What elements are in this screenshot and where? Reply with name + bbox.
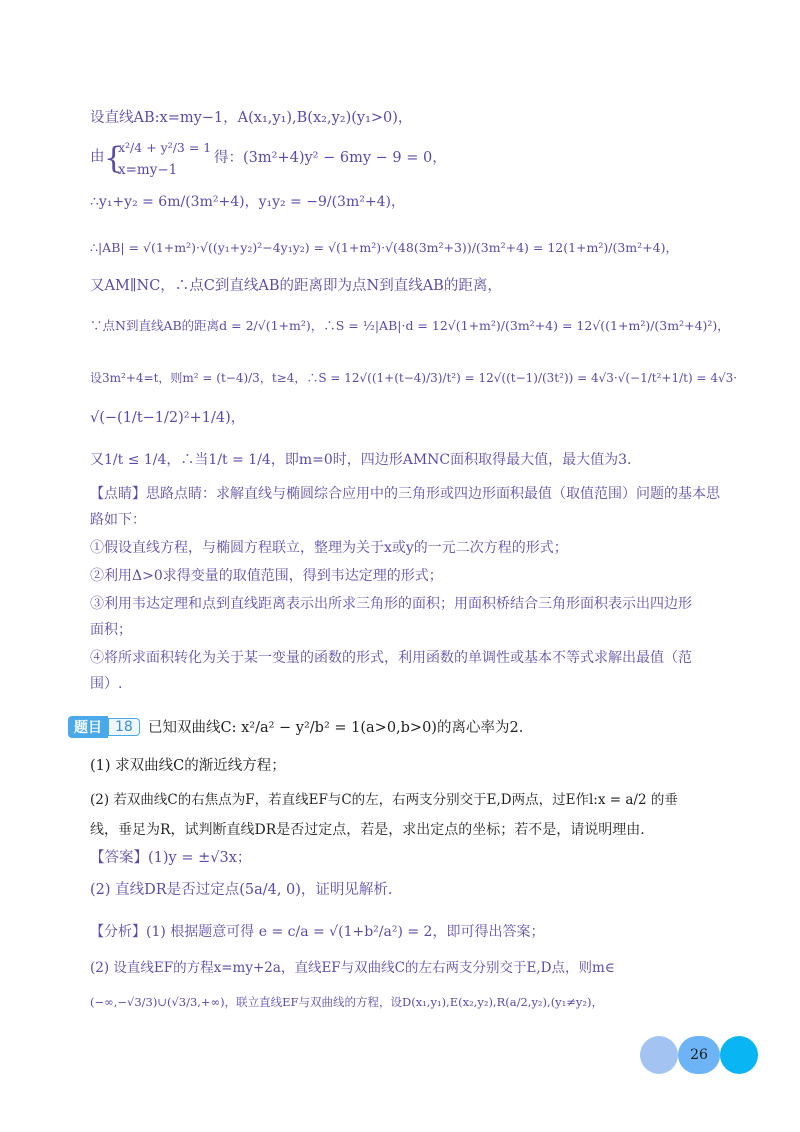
line-1-text: 设直线AB:x=my−1，A(x₁,y₁),B(x₂,y₂)(y₁>0)，: [90, 110, 413, 126]
line-6: [90, 318, 730, 333]
tip-line-3: ①假设直线方程，与椭圆方程联立，整理为关于x或y的一元二次方程的形式；: [90, 540, 568, 556]
question-part-2a: (2) 若双曲线C的右焦点为F，若直线EF与C的左，右两支分别交于E,D两点，过E作l:x = a/2 的垂: [90, 792, 678, 808]
line-9: [90, 451, 632, 468]
line-4-text: ∴|AB| = √(1+m²)·√((y₁+y₂)²−4y₁y₂) = √(1+m²)·√(48(3m²+3))/(3m²+4) = 12(1+m²)/(3m²+4)，: [90, 240, 678, 255]
line-2-prefix: 由: [90, 149, 105, 165]
system-eq-2: x=my−1: [118, 162, 178, 178]
line-5: [90, 276, 502, 294]
question-part-2b: 线，垂足为R，试判断直线DR是否过定点，若是，求出定点的坐标；若不是，请说明理由.: [90, 822, 645, 838]
tip-block: [90, 485, 721, 692]
analysis-2a: (2) 设直线EF的方程x=my+2a，直线EF与双曲线C的左右两支分别交于E,D点，则m∈: [90, 960, 615, 976]
page-footer: [640, 1036, 760, 1076]
tip-line-1: 【点睛】思路点睛：求解直线与椭圆综合应用中的三角形或四边形面积最值（取值范围）问题的基本思: [90, 486, 720, 502]
line-4: [90, 240, 678, 255]
line-8-text: √(−(1/t−1/2)²+1/4)，: [90, 410, 246, 426]
analysis-2b: (−∞,−√3/3)∪(√3/3,+∞)，联立直线EF与双曲线的方程，设D(x₁,y₁),E(x₂,y₂),R(a/2,y₂),(y₁≠y₂)，: [90, 995, 604, 1009]
question-block: [90, 719, 678, 838]
tip-line-5: ③利用韦达定理和点到直线距离表示出所求三角形的面积；用面积桥结合三角形面积表示出四边形: [90, 596, 692, 612]
tip-line-8: 围）.: [90, 676, 123, 692]
line-2-result: 得：(3m²+4)y² − 6my − 9 = 0，: [214, 150, 447, 166]
answer-2: (2) 直线DR是否过定点(5a/4, 0)，证明见解析.: [90, 882, 393, 898]
question-tag: [68, 716, 140, 738]
page-number: 26: [678, 1036, 720, 1074]
tip-line-7: ④将所求面积转化为关于某一变量的函数的形式，利用函数的单调性或基本不等式求解出最值（范: [90, 650, 692, 666]
line-5-text: 又AM∥NC，∴点C到直线AB的距离即为点N到直线AB的距离，: [90, 278, 502, 294]
line-3: [90, 194, 405, 210]
line-1: [90, 109, 412, 126]
answer-1: 【答案】(1)y = ±√3x；: [90, 850, 252, 866]
line-7-text: 设3m²+4=t，则m² = (t−4)/3，t≥4，∴S = 12√((1+(t−4)/3)/t²) = 12√((t−1)/(3t²)) = 4√3·√(−1/t²+1/t) = 4√3·: [90, 371, 738, 385]
line-6-text: ∵点N到直线AB的距离d = 2/√(1+m²)，∴S = ½|AB|·d = 12√(1+m²)/(3m²+4) = 12√((1+m²)/(3m²+4)²)，: [90, 318, 730, 333]
line-9-text: 又1/t ≤ 1/4，∴当1/t = 1/4，即m=0时，四边形AMNC面积取得最大值，最大值为3.: [90, 452, 632, 468]
line-8: [90, 410, 245, 426]
analysis-1: 【分析】(1) 根据题意可得 e = c/a = √(1+b²/a²) = 2，即可得出答案；: [90, 924, 545, 940]
tip-line-2: 路如下：: [90, 512, 146, 528]
line-2: [90, 140, 447, 178]
tip-line-6: 面积；: [90, 622, 132, 638]
tip-line-4: ②利用Δ>0求得变量的取值范围，得到韦达定理的形式；: [90, 568, 443, 584]
line-7: [90, 370, 737, 385]
question-part-1: (1) 求双曲线C的渐近线方程；: [90, 758, 286, 774]
question-label: 题目: [68, 716, 108, 738]
system-eq-1: x²/4 + y²/3 = 1: [118, 140, 212, 155]
brace-icon: {: [104, 141, 124, 176]
answer-block: [90, 849, 615, 1009]
footer-circle-right: [720, 1036, 758, 1074]
footer-circle-left: [640, 1036, 678, 1074]
question-stem: 已知双曲线C: x²/a² − y²/b² = 1(a>0,b>0)的离心率为2.: [148, 720, 524, 736]
question-number: 18: [108, 718, 140, 736]
line-3-text: ∴y₁+y₂ = 6m/(3m²+4)，y₁y₂ = −9/(3m²+4)，: [90, 194, 405, 210]
